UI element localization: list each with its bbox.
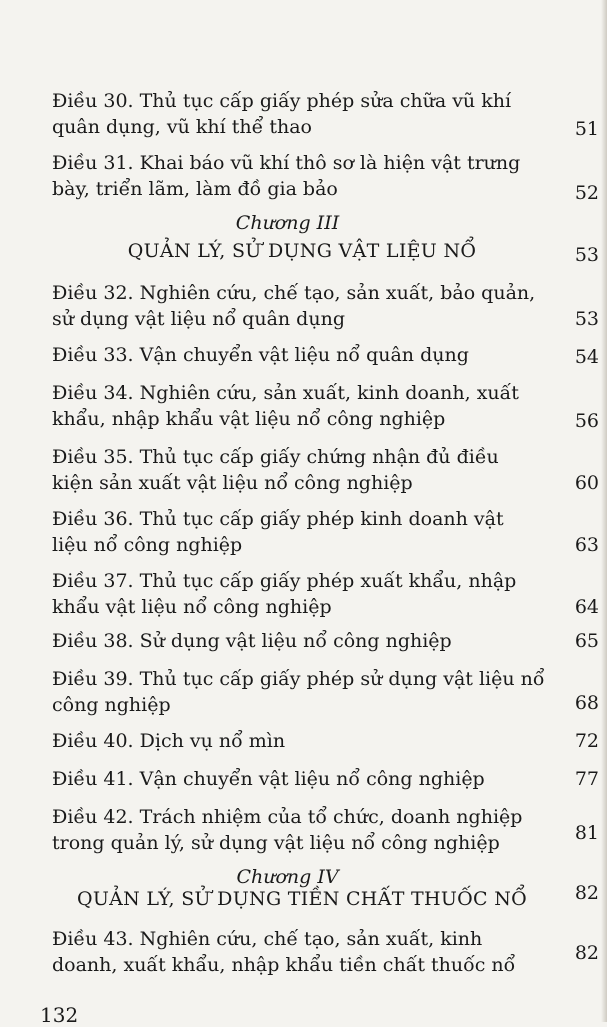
entry-line: sử dụng vật liệu nổ quân dụng bbox=[52, 308, 345, 330]
page-number: 64 bbox=[574, 596, 599, 618]
toc-entry-dieu-42 bbox=[52, 804, 552, 856]
entry-line: Điều 32. Nghiên cứu, chế tạo, sản xuất, bảo quản, bbox=[52, 282, 536, 304]
entry-line: Điều 36. Thủ tục cấp giấy phép kinh doanh vật bbox=[52, 508, 504, 530]
toc-entry-dieu-40 bbox=[52, 728, 552, 754]
entry-line: doanh, xuất khẩu, nhập khẩu tiền chất thuốc nổ bbox=[52, 954, 516, 976]
toc-entry-dieu-37 bbox=[52, 568, 552, 620]
entry-line: Điều 30. Thủ tục cấp giấy phép sửa chữa vũ khí bbox=[52, 90, 512, 112]
entry-line: Điều 42. Trách nhiệm của tổ chức, doanh nghiệp bbox=[52, 806, 523, 828]
chapter-label: Chương III bbox=[235, 212, 340, 234]
page-number: 54 bbox=[574, 346, 599, 368]
entry-line: Điều 37. Thủ tục cấp giấy phép xuất khẩu, nhập bbox=[52, 570, 517, 592]
toc-entry-dieu-31 bbox=[52, 150, 552, 202]
toc-entry-dieu-36 bbox=[52, 506, 552, 558]
toc-entry-dieu-35 bbox=[52, 444, 552, 496]
entry-line: trong quản lý, sử dụng vật liệu nổ công nghiệp bbox=[52, 832, 500, 854]
page-number: 56 bbox=[574, 410, 599, 432]
entry-line: bày, triển lãm, làm đồ gia bảo bbox=[52, 178, 338, 200]
entry-line: Điều 33. Vận chuyển vật liệu nổ quân dụng bbox=[52, 344, 469, 366]
entry-line: Điều 41. Vận chuyển vật liệu nổ công nghiệp bbox=[52, 768, 485, 790]
toc-entry-dieu-34 bbox=[52, 380, 552, 432]
toc-entry-dieu-32 bbox=[52, 280, 552, 332]
page-number: 63 bbox=[574, 534, 599, 556]
page-number: 53 bbox=[574, 244, 599, 266]
page-number: 82 bbox=[574, 942, 599, 964]
toc-entry-dieu-38 bbox=[52, 628, 552, 654]
entry-line: Điều 43. Nghiên cứu, chế tạo, sản xuất, kinh bbox=[52, 928, 483, 950]
entry-line: Điều 35. Thủ tục cấp giấy chứng nhận đủ điều bbox=[52, 446, 499, 468]
entry-line: khẩu, nhập khẩu vật liệu nổ công nghiệp bbox=[52, 408, 446, 430]
page-number: 65 bbox=[574, 630, 599, 652]
page-number: 52 bbox=[574, 182, 599, 204]
entry-line: Điều 31. Khai báo vũ khí thô sơ là hiện vật trưng bbox=[52, 152, 521, 174]
page-number: 53 bbox=[574, 308, 599, 330]
entry-line: Điều 34. Nghiên cứu, sản xuất, kinh doanh, xuất bbox=[52, 382, 519, 404]
page-number: 72 bbox=[574, 730, 599, 752]
entry-line: Điều 39. Thủ tục cấp giấy phép sử dụng vật liệu nổ bbox=[52, 668, 545, 690]
entry-line: kiện sản xuất vật liệu nổ công nghiệp bbox=[52, 472, 413, 494]
page-edge-shadow bbox=[601, 0, 607, 1022]
entry-line: khẩu vật liệu nổ công nghiệp bbox=[52, 596, 332, 618]
page-number: 68 bbox=[574, 692, 599, 714]
toc-entry-dieu-39 bbox=[52, 666, 552, 718]
page-number: 60 bbox=[574, 472, 599, 494]
toc-entry-dieu-30 bbox=[52, 88, 552, 140]
entry-line: công nghiệp bbox=[52, 694, 171, 716]
page-number: 82 bbox=[574, 882, 599, 904]
page-number: 51 bbox=[574, 118, 599, 140]
chapter-label: Chương IV bbox=[236, 866, 339, 888]
entry-line: Điều 40. Dịch vụ nổ mìn bbox=[52, 730, 286, 752]
page-number: 77 bbox=[574, 768, 599, 790]
entry-line: liệu nổ công nghiệp bbox=[52, 534, 243, 556]
entry-line: Điều 38. Sử dụng vật liệu nổ công nghiệp bbox=[52, 630, 452, 652]
chapter-title: QUẢN LÝ, SỬ DỤNG VẬT LIỆU NỔ bbox=[127, 240, 477, 262]
entry-line: quân dụng, vũ khí thể thao bbox=[52, 116, 312, 138]
footer-page-number: 132 bbox=[40, 1003, 79, 1027]
chapter-title: QUẢN LÝ, SỬ DỤNG TIỀN CHẤT THUỐC NỔ bbox=[76, 888, 528, 910]
page-number: 81 bbox=[574, 822, 599, 844]
toc-entry-dieu-33 bbox=[52, 342, 552, 368]
toc-entry-dieu-41 bbox=[52, 766, 552, 792]
toc-entry-dieu-43 bbox=[52, 926, 552, 978]
